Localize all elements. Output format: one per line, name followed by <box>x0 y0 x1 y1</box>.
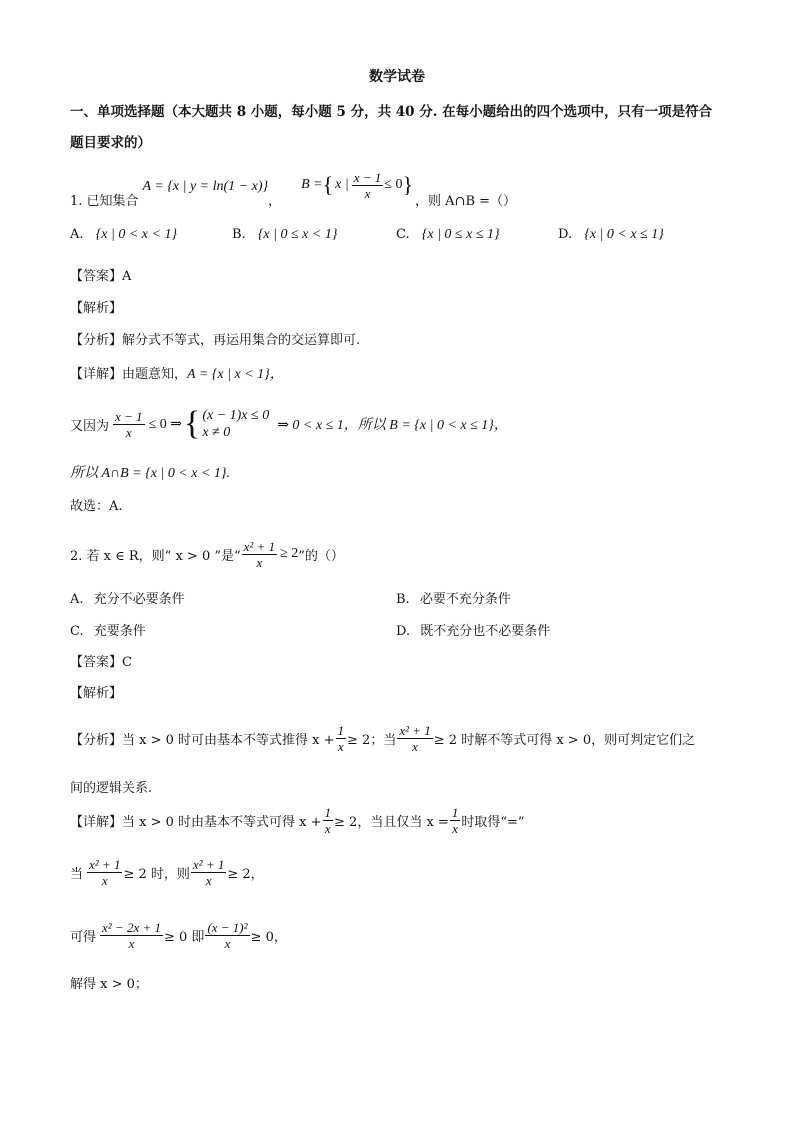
q1-line2-rel: ≤ 0 ⇒ <box>148 416 182 432</box>
q2-fenxi-c: ≥ 2 时解不等式可得 x > 0，则可判定它们之 <box>433 732 696 748</box>
q1-detail-line1 <box>70 363 284 383</box>
q2-d2-frac1-num: x² + 1 <box>89 856 121 872</box>
q1-detail1-math: A = {x | x < 1}， <box>187 367 284 382</box>
q1-line2-den: x <box>125 424 132 440</box>
q2-fenxi-line2: 间的逻辑关系. <box>70 781 153 796</box>
q2-option-a-letter: A. <box>70 592 84 607</box>
q1-set-b-right: ≤ 0 <box>384 177 403 192</box>
q1-option-a[interactable] <box>70 227 177 243</box>
q1-line2-result: ⇒ 0 < x ≤ 1，所以 B = {x | 0 < x ≤ 1}， <box>277 418 508 433</box>
q2-stem-fraction <box>242 539 277 570</box>
q2-detail-line2 <box>70 851 264 893</box>
q1-suffix: ，则 A∩B =（） <box>415 193 517 209</box>
q1-prefix: 1. 已知集合 <box>70 193 139 209</box>
q2-answer <box>70 651 132 670</box>
q2-d2-b: ≥ 2 时，则 <box>123 866 190 882</box>
q2-d1-frac1 <box>323 805 334 836</box>
q1-set-b-left: B = <box>301 177 323 192</box>
q1-answer-label: 【答案】 <box>70 269 123 284</box>
q2-fenxi-line1 <box>70 717 695 759</box>
q1-line2-sys1: (x − 1)x ≤ 0 <box>202 408 270 423</box>
q1-set-b-var: x | <box>335 177 349 192</box>
q2-d3-frac1 <box>100 920 163 951</box>
q2-option-d-letter: D. <box>396 624 411 639</box>
q1-set-b <box>301 170 413 201</box>
q2-d1-frac1-den: x <box>324 820 331 836</box>
q2-fenxi-frac1-num: 1 <box>337 722 345 738</box>
q1-line2-fraction <box>113 409 145 440</box>
q2-d3-frac1-num: x² − 2x + 1 <box>102 919 161 935</box>
section-heading-line1: 一、单项选择题（本大题共 8 小题，每小题 5 分，共 40 分. 在每小题给出的四个选项中，只有一项是符合 <box>70 104 713 120</box>
q2-fenxi-frac1-den: x <box>337 738 344 754</box>
q2-option-c-letter: C. <box>70 624 84 639</box>
q1-option-d[interactable] <box>558 227 664 243</box>
q2-d3-frac2-den: x <box>224 935 231 951</box>
q1-option-d-text: {x | 0 < x ≤ 1} <box>584 227 664 242</box>
q2-detail-label: 【详解】 <box>70 814 123 830</box>
q1-line2-system-brace: { <box>183 405 201 442</box>
q2-d3-c: ≥ 0， <box>250 929 287 945</box>
q2-fenxi-frac2 <box>397 723 432 754</box>
q1-option-c-text: {x | 0 ≤ x ≤ 1} <box>421 227 500 242</box>
q1-analysis-label: 【解析】 <box>70 301 123 316</box>
q2-fenxi-label: 【分析】 <box>70 732 123 748</box>
q1-option-c[interactable] <box>396 227 500 243</box>
q1-detail-line3 <box>70 462 230 482</box>
q1-line2-sys2: x ≠ 0 <box>202 425 231 440</box>
q2-stem-rel: ≥ 2 <box>280 546 299 561</box>
q2-fenxi-b: ≥ 2；当 <box>347 732 397 748</box>
q1-line3-text: 所以 A∩B = {x | 0 < x < 1}. <box>70 466 231 481</box>
question-1-stem <box>70 170 516 210</box>
q2-fenxi-frac2-num: x² + 1 <box>399 722 431 738</box>
q1-option-b-text: {x | 0 ≤ x < 1} <box>257 227 338 242</box>
q1-comma: ， <box>268 193 282 209</box>
q1-option-a-letter: A. <box>70 227 84 242</box>
q1-option-c-letter: C. <box>396 227 410 242</box>
q2-stem-num: x² + 1 <box>243 538 276 554</box>
q2-d3-frac1-den: x <box>128 935 135 951</box>
q2-answer-value: C <box>122 655 132 670</box>
q1-line2-num: x − 1 <box>115 408 143 424</box>
q1-fenxi <box>70 329 360 348</box>
q1-detail-label: 【详解】 <box>70 367 123 382</box>
q2-fenxi-frac1 <box>336 723 347 754</box>
q1-detail-line4: 故选：A. <box>70 499 123 514</box>
q2-option-a-text: 充分不必要条件 <box>93 592 185 607</box>
q2-fenxi-a: 当 x > 0 时可由基本不等式推得 x + <box>122 732 335 748</box>
q1-fenxi-label: 【分析】 <box>70 333 123 348</box>
q1-set-b-brace-right: } <box>402 172 414 197</box>
q2-d2-frac2 <box>191 857 226 888</box>
document-title: 数学试卷 <box>369 69 425 85</box>
q2-detail-line3 <box>70 913 287 957</box>
q2-d3-b: ≥ 0 即 <box>164 929 205 945</box>
q2-detail-line1 <box>70 799 525 841</box>
q2-d2-frac1-den: x <box>101 872 108 888</box>
q2-answer-label: 【答案】 <box>70 655 123 670</box>
q2-d2-frac1 <box>87 857 122 888</box>
q1-option-b[interactable] <box>232 227 337 243</box>
q1-set-a: A = {x | y = ln(1 − x)} <box>142 179 269 194</box>
q1-option-b-letter: B. <box>232 227 246 242</box>
q2-option-a[interactable] <box>70 588 185 607</box>
section-heading-line2: 题目要求的） <box>70 135 151 151</box>
q2-d2-a: 当 <box>70 866 84 882</box>
q1-detail1-text: 由题意知， <box>122 367 188 382</box>
q2-d1-b: ≥ 2，当且仅当 x = <box>334 814 449 830</box>
q2-option-b-text: 必要不充分条件 <box>419 592 511 607</box>
q2-d1-frac2-den: x <box>452 820 458 836</box>
q2-d3-frac2-num: (x − 1)² <box>207 919 248 935</box>
q1-set-b-den: x <box>364 185 371 201</box>
q2-option-b-letter: B. <box>396 592 410 607</box>
q2-d1-a: 当 x > 0 时由基本不等式可得 x + <box>122 814 322 830</box>
q2-d2-frac2-num: x² + 1 <box>192 856 225 872</box>
q1-answer <box>70 265 131 284</box>
q2-d3-frac2 <box>205 920 249 951</box>
q1-answer-value: A <box>122 269 132 284</box>
q1-set-b-num: x − 1 <box>353 169 382 185</box>
q2-d3-a: 可得 <box>70 929 97 945</box>
q2-fenxi-frac2-den: x <box>412 738 418 754</box>
q2-d2-c: ≥ 2， <box>227 866 264 882</box>
q1-set-b-fraction <box>352 170 384 201</box>
q2-stem-den: x <box>256 554 263 570</box>
q2-option-c-text: 充要条件 <box>93 624 146 639</box>
q2-detail-line4: 解得 x > 0； <box>70 977 148 992</box>
q2-option-d[interactable] <box>396 620 550 639</box>
q2-d1-c: 时取得“=” <box>461 814 525 830</box>
q1-set-b-brace-left: { <box>322 172 334 197</box>
q2-d1-frac2-num: 1 <box>451 804 459 820</box>
q2-suffix: ”的（） <box>298 548 344 564</box>
q1-option-d-letter: D. <box>558 227 573 242</box>
question-2-stem <box>70 532 344 576</box>
q2-option-d-text: 既不充分也不必要条件 <box>420 624 551 639</box>
q1-option-a-text: {x | 0 < x < 1} <box>95 227 178 242</box>
q2-analysis-label: 【解析】 <box>70 686 123 701</box>
q2-d2-frac2-den: x <box>205 872 212 888</box>
q1-detail-line2 <box>70 402 508 446</box>
q1-line2-system <box>202 407 269 441</box>
q1-line2-prefix: 又因为 <box>70 418 110 434</box>
q2-d1-frac2 <box>450 805 461 836</box>
q2-option-c[interactable] <box>70 620 146 639</box>
q2-prefix: 2. 若 x ∈ R，则“ x > 0 ”是“ <box>70 548 241 564</box>
q2-d1-frac1-num: 1 <box>324 804 332 820</box>
q2-option-b[interactable] <box>396 588 511 607</box>
q1-fenxi-text: 解分式不等式，再运用集合的交运算即可. <box>122 333 361 348</box>
